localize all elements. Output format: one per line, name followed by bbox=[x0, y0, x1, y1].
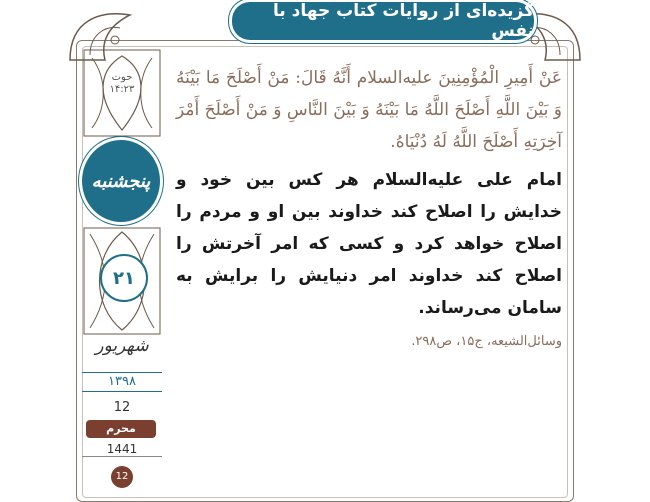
hadith-ref: حوت ۱۴:۲۳ bbox=[109, 72, 135, 95]
arabic-text: عَنْ أَمِيرِ الْمُؤْمِنِينَ عليه‌السلام أَنَّهُ قَالَ: مَنْ أَصْلَحَ مَا بَيْنَهُ وَ بَيْنَ اللَّهِ أَصْلَحَ اللَّهُ مَا بَيْنَهُ وَ بَيْنَ النَّاسِ وَ مَنْ أَصْلَحَ أَمْرَ آخِرَتِهِ أَصْلَحَ اللَّهُ لَهُ دُنْيَاهُ. bbox=[176, 68, 562, 152]
day-number: ۲۱ bbox=[113, 267, 135, 289]
hijri-day: 12 bbox=[113, 400, 131, 415]
page-title: گزیده‌ای از روایات کتاب جهاد با نفس bbox=[273, 1, 534, 41]
page-number: 12 bbox=[111, 466, 133, 488]
weekday-badge bbox=[82, 140, 160, 222]
source-citation: وسائل‌الشیعه، ج۱۵، ص۲۹۸. bbox=[411, 334, 562, 349]
weekday-label: پنجشنبه bbox=[91, 170, 151, 192]
title-banner bbox=[232, 2, 534, 40]
hadith-content bbox=[176, 62, 562, 349]
hijri-year: 1441 bbox=[82, 442, 162, 457]
hijri-month: محرم bbox=[86, 420, 156, 438]
date-circle bbox=[100, 254, 148, 302]
persian-translation: امام علی عليه‌السلام هر کس بین خود و خدایش را اصلاح کند خداوند بین او و مردم را اصلاح خواهد کرد و کسی که امر آخرتش را اصلاح کند خداوند امر دنیایش را برایش به سامان می‌رساند. bbox=[176, 170, 562, 318]
solar-year: ۱۳۹۸ bbox=[82, 372, 162, 392]
solar-month: شهریور bbox=[95, 336, 149, 356]
